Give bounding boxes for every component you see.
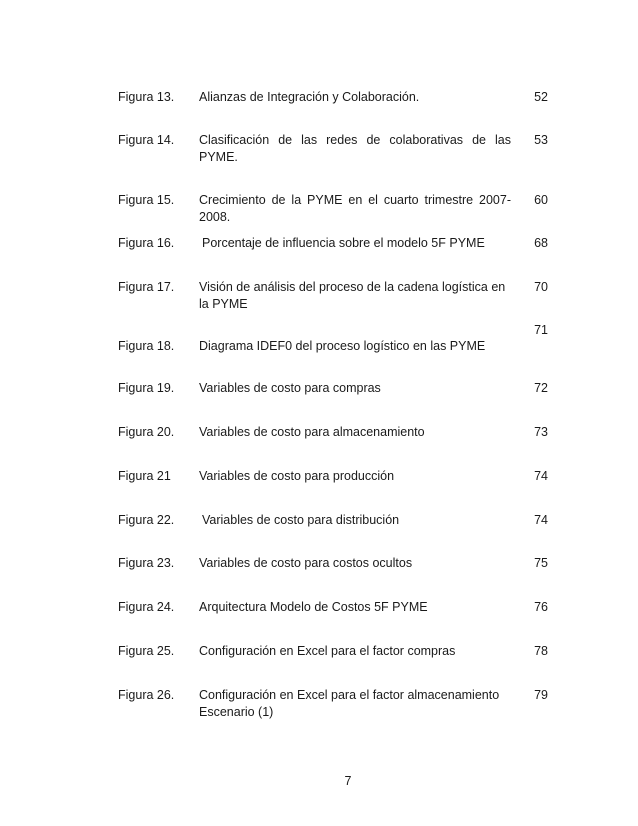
figure-label: Figura 19. bbox=[118, 381, 175, 395]
figure-title: Variables de costo para producción bbox=[199, 469, 395, 483]
page-ref: 73 bbox=[534, 425, 548, 439]
figure-label: Figura 22. bbox=[118, 513, 175, 527]
page-ref: 71 bbox=[534, 323, 548, 337]
figure-label: Figura 17. bbox=[118, 280, 175, 294]
figure-label: Figura 23. bbox=[118, 556, 175, 570]
figure-label: Figura 26. bbox=[118, 688, 175, 702]
figure-label: Figura 13. bbox=[118, 90, 175, 104]
page-ref: 68 bbox=[534, 236, 548, 250]
figure-label: Figura 14. bbox=[118, 133, 175, 147]
page-ref: 75 bbox=[534, 556, 548, 570]
figure-title: Alianzas de Integración y Colaboración. bbox=[199, 90, 420, 104]
page-ref: 72 bbox=[534, 381, 548, 395]
figure-label: Figura 24. bbox=[118, 600, 175, 614]
figure-label: Figura 20. bbox=[118, 425, 175, 439]
figure-title: Visión de análisis del proceso de la cadena logística en la PYME bbox=[199, 280, 506, 311]
page-ref: 53 bbox=[534, 133, 548, 147]
page-ref: 74 bbox=[534, 469, 548, 483]
figure-title: Variables de costo para compras bbox=[199, 381, 381, 395]
figure-label: Figura 21 bbox=[118, 469, 171, 483]
figure-title: Configuración en Excel para el factor almacenamiento Escenario (1) bbox=[199, 688, 500, 719]
page-ref: 78 bbox=[534, 644, 548, 658]
figure-title: Variables de costo para costos ocultos bbox=[199, 556, 413, 570]
figure-title: Clasificación de las redes de colaborativas de las PYME. bbox=[199, 133, 511, 164]
figure-label: Figura 25. bbox=[118, 644, 175, 658]
figure-title: Porcentaje de influencia sobre el modelo 5F PYME bbox=[202, 236, 485, 250]
page-ref: 76 bbox=[534, 600, 548, 614]
figure-title: Variables de costo para distribución bbox=[202, 513, 400, 527]
page-ref: 52 bbox=[534, 90, 548, 104]
page-ref: 74 bbox=[534, 513, 548, 527]
figure-title: Variables de costo para almacenamiento bbox=[199, 425, 425, 439]
figure-label: Figura 15. bbox=[118, 193, 175, 207]
figure-title: Crecimiento de la PYME en el cuarto trimestre 2007-2008. bbox=[199, 193, 511, 224]
page-ref: 60 bbox=[534, 193, 548, 207]
figure-title: Diagrama IDEF0 del proceso logístico en las PYME bbox=[199, 339, 486, 353]
figure-title: Arquitectura Modelo de Costos 5F PYME bbox=[199, 600, 428, 614]
figure-label: Figura 16. bbox=[118, 236, 175, 250]
figure-label: Figura 18. bbox=[118, 339, 175, 353]
page-ref: 79 bbox=[534, 688, 548, 702]
page-number: 7 bbox=[344, 774, 352, 788]
figure-title: Configuración en Excel para el factor compras bbox=[199, 644, 456, 658]
page-ref: 70 bbox=[534, 280, 548, 294]
